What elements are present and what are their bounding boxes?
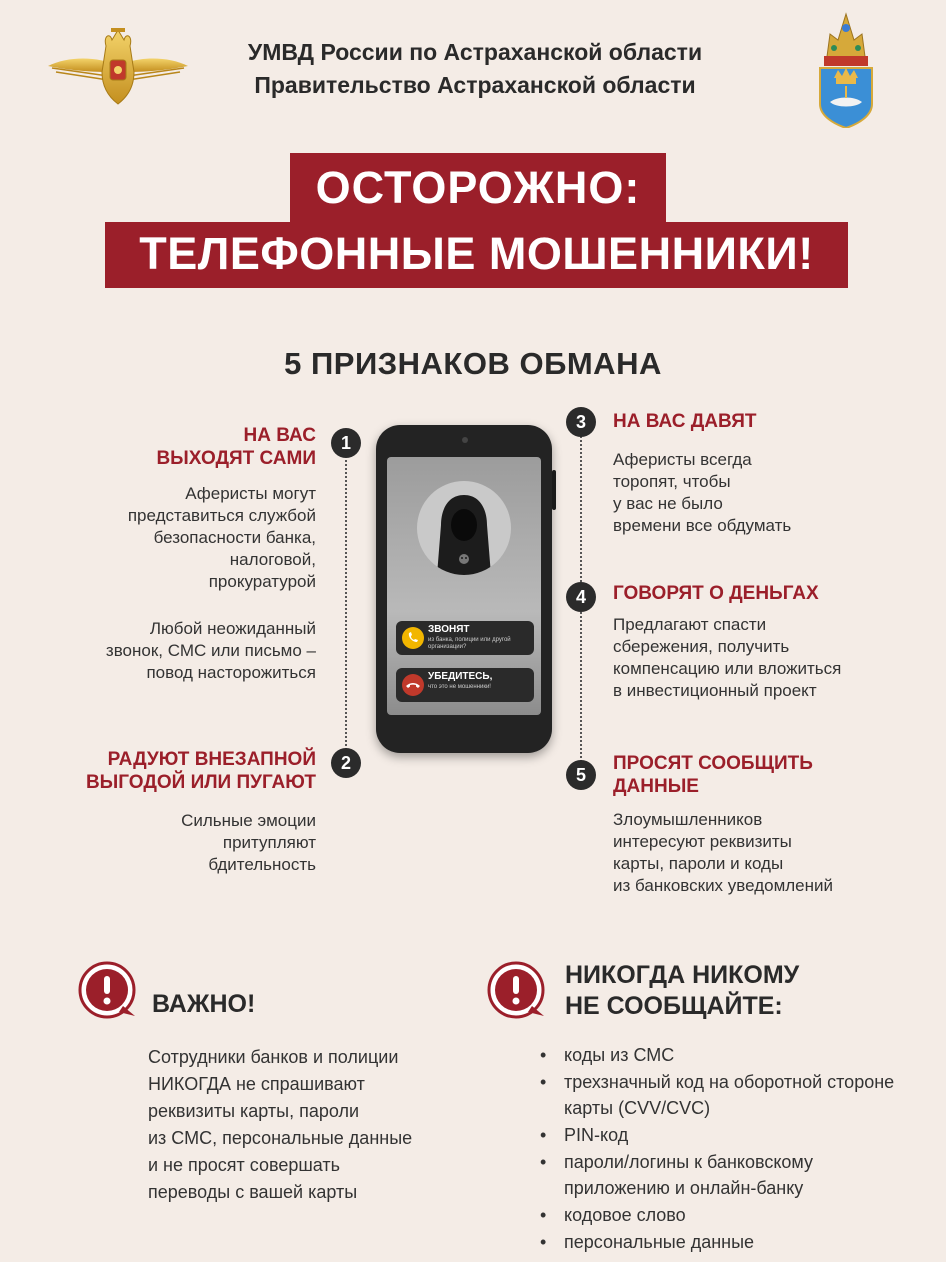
sign-5-text xyxy=(613,809,913,897)
hacker-avatar xyxy=(417,481,511,575)
sign-2-text-line: Сильные эмоции xyxy=(181,811,316,830)
phone-camera-icon xyxy=(462,437,468,443)
sign-1-text xyxy=(40,483,316,593)
important-text-line: Сотрудники банков и полиции xyxy=(148,1047,399,1067)
header-line-1: УМВД России по Астраханской области xyxy=(247,39,703,65)
sign-4-text-line: компенсацию или вложиться xyxy=(613,659,842,678)
sign-1-text2-line: звонок, СМС или письмо – xyxy=(105,641,316,660)
sign-2-text-line: бдительность xyxy=(208,855,316,874)
banner-title-line-2: ТЕЛЕФОННЫЕ МОШЕННИКИ! xyxy=(139,228,814,279)
sign-5-text-line: интересуют реквизиты xyxy=(613,832,792,851)
incoming-call-card xyxy=(396,621,534,655)
sign-3-title: НА ВАС ДАВЯТ xyxy=(613,411,757,432)
never-share-list xyxy=(538,1042,898,1256)
header-line-2: Правительство Астраханской области xyxy=(254,72,696,98)
sign-4-title: ГОВОРЯТ О ДЕНЬГАХ xyxy=(613,583,819,604)
sign-5-text-line: Злоумышленников xyxy=(613,810,763,829)
sign-3-text-line: Аферисты всегда xyxy=(613,450,752,469)
sign-3-number-badge: 3 xyxy=(566,407,596,437)
sign-2-title xyxy=(40,748,316,794)
mvd-eagle-emblem-icon xyxy=(48,26,188,106)
sign-1-text-line: представиться службой xyxy=(127,506,316,525)
list-item: • кодовое слово xyxy=(538,1202,898,1228)
header-organizations xyxy=(180,36,770,102)
sign-3-text-line: у вас не было xyxy=(613,494,723,513)
sign-2-title-line-2: ВЫГОДОЙ ИЛИ ПУГАЮТ xyxy=(85,772,316,793)
list-item: • трехзначный код на оборотной стороне карты (CVV/CVC) xyxy=(538,1069,898,1121)
phone-side-button xyxy=(552,470,556,510)
sign-2-number-badge: 2 xyxy=(331,748,361,778)
sign-4-text-line: сбережения, получить xyxy=(613,637,790,656)
sign-5-title-line-1: ПРОСЯТ СООБЩИТЬ xyxy=(613,753,813,774)
sign-2-text-line: притупляют xyxy=(222,833,316,852)
sign-4-text-line: в инвестиционный проект xyxy=(613,681,817,700)
important-text xyxy=(148,1044,478,1206)
sign-1-title-line-2: ВЫХОДЯТ САМИ xyxy=(156,448,316,469)
important-text-line: НИКОГДА не спрашивают xyxy=(148,1074,365,1094)
decline-call-card xyxy=(396,668,534,702)
sign-1-number-badge: 1 xyxy=(331,428,361,458)
left-timeline xyxy=(345,460,347,750)
sign-1-text-line: налоговой, xyxy=(229,550,316,569)
sign-2-text xyxy=(100,810,316,876)
sign-2-title-line-1: РАДУЮТ ВНЕЗАПНОЙ xyxy=(107,749,316,770)
sign-4-text xyxy=(613,614,933,702)
important-text-line: и не просят совершать xyxy=(148,1155,341,1175)
important-title: ВАЖНО! xyxy=(152,990,256,1018)
call-title-verify: УБЕДИТЕСЬ, xyxy=(428,671,493,682)
sign-4-number-badge: 4 xyxy=(566,582,596,612)
list-item: • персональные данные xyxy=(538,1229,898,1255)
sign-1-text2-line: повод насторожиться xyxy=(146,663,316,682)
hooded-hacker-icon xyxy=(417,481,511,575)
never-share-title-line-1: НИКОГДА НИКОМУ xyxy=(565,961,800,989)
sign-1-text-line: прокуратурой xyxy=(208,572,316,591)
section-title: 5 ПРИЗНАКОВ ОБМАНА xyxy=(284,346,662,381)
sign-3-text xyxy=(613,449,913,537)
sign-5-title-line-2: ДАННЫЕ xyxy=(613,776,699,797)
important-text-line: переводы с вашей карты xyxy=(148,1182,358,1202)
sign-5-text-line: из банковских уведомлений xyxy=(613,876,834,895)
alert-bubble-icon-2 xyxy=(486,960,546,1020)
call-subtitle-verify: что это не мошенники! xyxy=(428,684,491,690)
call-title-calling: ЗВОНЯТ xyxy=(428,624,470,635)
sign-3-text-line: времени все обдумать xyxy=(613,516,792,535)
sign-5-number-badge: 5 xyxy=(566,760,596,790)
sign-1-title xyxy=(100,424,316,470)
alert-bubble-icon xyxy=(77,960,137,1020)
sign-1-text-line: Аферисты могут xyxy=(185,484,316,503)
sign-1-text2-line: Любой неожиданный xyxy=(149,619,316,638)
list-item: • коды из СМС xyxy=(538,1042,898,1068)
sign-5-text-line: карты, пароли и коды xyxy=(613,854,784,873)
banner-title-line-1: ОСТОРОЖНО: xyxy=(315,162,641,213)
sign-1-text-line: безопасности банка, xyxy=(153,528,316,547)
important-text-line: реквизиты карты, пароли xyxy=(148,1101,360,1121)
phone-decline-icon xyxy=(402,674,424,696)
sign-1-text-2 xyxy=(30,618,316,684)
call-subtitle-calling: из банка, полиции или другой организации? xyxy=(428,637,511,650)
astrakhan-coat-of-arms-icon xyxy=(816,6,876,128)
sign-5-title xyxy=(613,752,913,798)
never-share-title xyxy=(565,960,799,1022)
list-item: • пароли/логины к банковскому приложению и онлайн-банку xyxy=(538,1149,898,1201)
sign-3-text-line: торопят, чтобы xyxy=(613,472,731,491)
phone-accept-icon xyxy=(402,627,424,649)
list-item: • PIN-код xyxy=(538,1122,898,1148)
sign-4-text-line: Предлагают спасти xyxy=(613,615,767,634)
never-share-title-line-2: НЕ СООБЩАЙТЕ: xyxy=(565,992,783,1020)
important-text-line: из СМС, персональные данные xyxy=(148,1128,413,1148)
sign-1-title-line-1: НА ВАС xyxy=(243,425,316,446)
